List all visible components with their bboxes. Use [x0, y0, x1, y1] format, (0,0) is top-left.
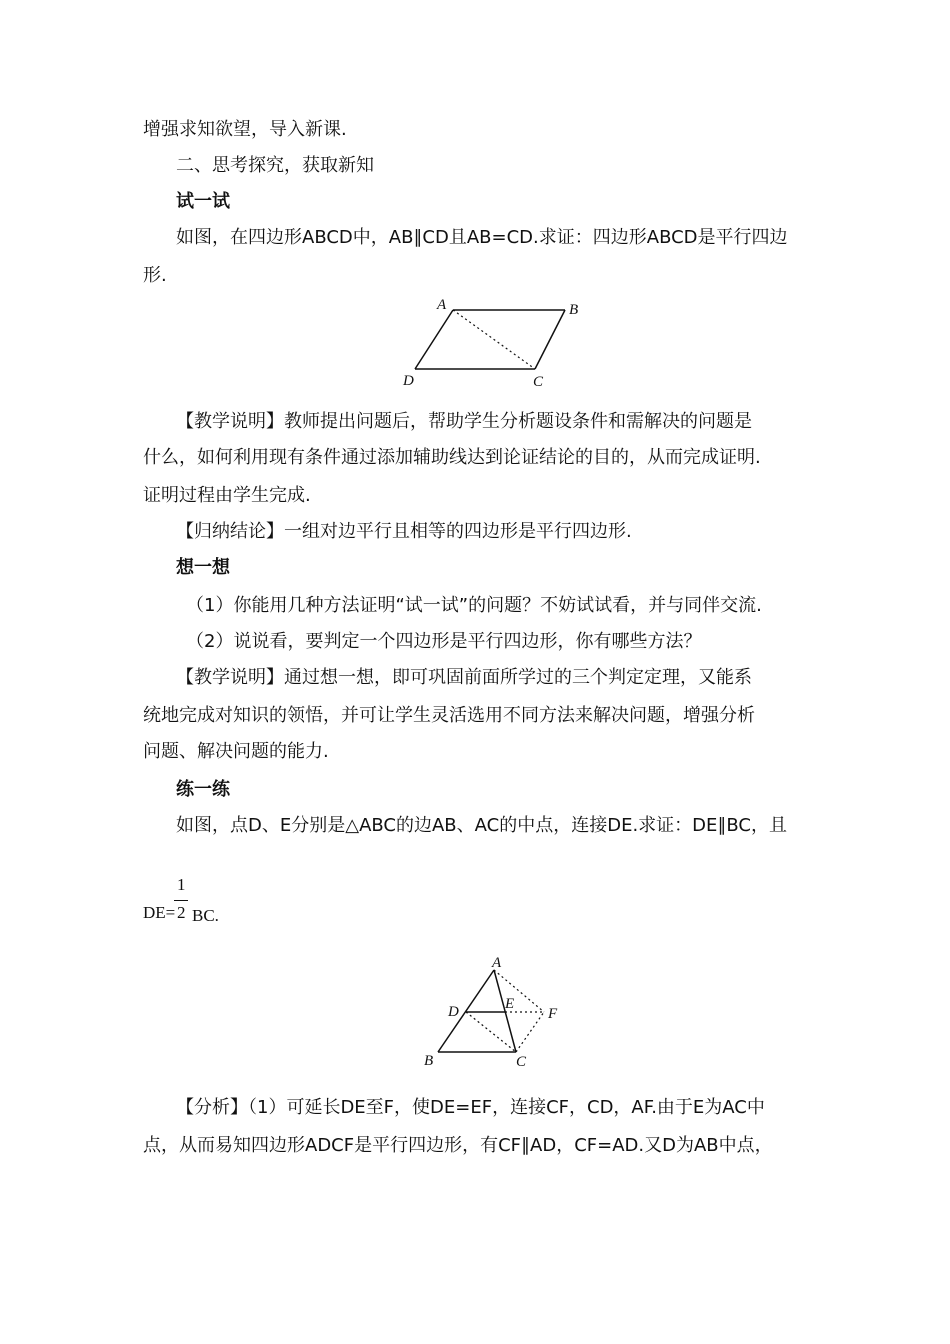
fraction-numerator: 1 — [177, 875, 186, 894]
subheading-practice: 练一练 — [176, 779, 230, 800]
segment-cf — [516, 1012, 544, 1052]
text-line: 形. — [143, 265, 167, 286]
text-line: 【归纳结论】一组对边平行且相等的四边形是平行四边形. — [176, 521, 632, 542]
text-line: 问题、解决问题的能力. — [143, 741, 329, 762]
text-line: 【教学说明】教师提出问题后，帮助学生分析题设条件和需解决的问题是 — [176, 411, 752, 432]
text-line: 点，从而易知四边形ADCF是平行四边形，有CF∥AD，CF=AD.又D为AB中点， — [143, 1135, 773, 1156]
text-line: 如图，在四边形ABCD中，AB∥CD且AB=CD.求证：四边形ABCD是平行四边 — [176, 227, 788, 248]
label-a: A — [492, 955, 502, 971]
text-line: 统地完成对知识的领悟，并可让学生灵活选用不同方法来解决问题，增强分析 — [143, 705, 755, 726]
parallelogram-figure — [395, 294, 595, 390]
text-line: 什么，如何利用现有条件通过添加辅助线达到论证结论的目的，从而完成证明. — [143, 447, 761, 468]
text-line: 证明过程由学生完成. — [143, 485, 311, 506]
section-heading: 二、思考探究，获取新知 — [176, 155, 374, 176]
triangle-figure — [420, 955, 570, 1070]
label-b: B — [569, 302, 579, 318]
text-line: （2）说说看，要判定一个四边形是平行四边形，你有哪些方法？ — [186, 631, 702, 652]
label-d: D — [403, 373, 414, 389]
label-e: E — [505, 996, 515, 1012]
label-a: A — [437, 297, 447, 313]
edge-bc — [535, 310, 565, 369]
formula-suffix: BC. — [192, 906, 219, 925]
segment-cd — [466, 1012, 516, 1052]
subheading-think: 想一想 — [176, 557, 230, 578]
formula-prefix: DE= — [143, 903, 176, 922]
text-line: 【分析】（1）可延长DE至F，使DE=EF，连接CF，CD，AF.由于E为AC中 — [176, 1097, 765, 1118]
label-b: B — [424, 1053, 434, 1069]
label-c: C — [533, 374, 544, 390]
subheading-try: 试一试 — [176, 191, 230, 212]
fraction-denominator: 2 — [177, 903, 186, 922]
text-line: 【教学说明】通过想一想，即可巩固前面所学过的三个判定定理，又能系 — [176, 667, 752, 688]
edge-da — [415, 310, 453, 369]
text-line: 如图，点D、E分别是△ABC的边AB、AC的中点，连接DE.求证：DE∥BC，且 — [176, 815, 788, 836]
text-line: 增强求知欲望，导入新课. — [143, 119, 347, 140]
label-f: F — [548, 1006, 558, 1022]
edge-ab — [438, 970, 494, 1052]
label-d: D — [448, 1004, 459, 1020]
text-line: （1）你能用几种方法证明“试一试”的问题？不妨试试看，并与同伴交流. — [186, 595, 762, 616]
diagonal-ac — [453, 310, 535, 369]
fraction-bar — [174, 900, 188, 901]
segment-af — [494, 970, 544, 1012]
label-c: C — [516, 1054, 527, 1070]
